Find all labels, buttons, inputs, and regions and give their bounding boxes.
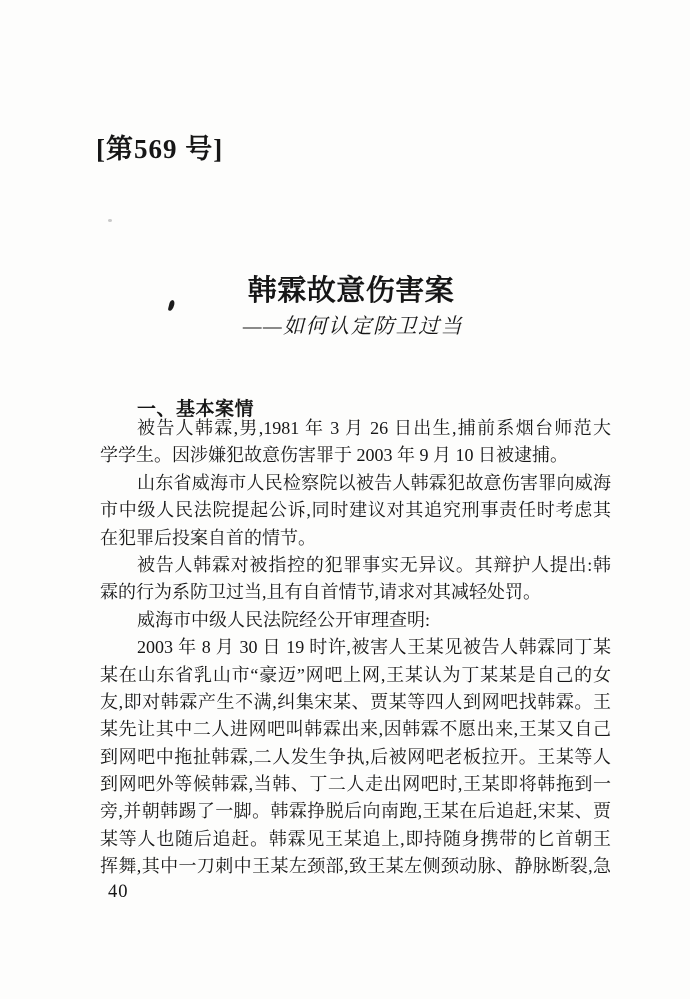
- page-number: 40: [108, 882, 129, 902]
- body-line: 市中级人民法院提起公诉,同时建议对其追究刑事责任时考虑其: [100, 500, 611, 521]
- body-line: 到网吧中拖扯韩霖,二人发生争执,后被网吧老板拉开。王某等人: [100, 746, 611, 767]
- ink-speck-faint: [108, 219, 112, 222]
- body-line: 在犯罪后投案自首的情节。: [100, 527, 316, 548]
- page-title: 韩霖故意伤害案: [247, 275, 455, 307]
- body-line: 威海市中级人民法院经公开审理查明:: [137, 609, 430, 630]
- body-line: 某等人也随后追赶。韩霖见王某追上,即持随身携带的匕首朝王: [100, 828, 611, 849]
- body-line: 旁,并朝韩踢了一脚。韩霖挣脱后向南跑,王某在后追赶,宋某、贾: [100, 801, 611, 822]
- body-line: 被告人韩霖,男,1981 年 3 月 26 日出生,捕前系烟台师范大: [137, 418, 611, 438]
- body-line: 山东省威海市人民检察院以被告人韩霖犯故意伤害罪向威海: [137, 472, 611, 493]
- body-line: 霖的行为系防卫过当,且有自首情节,请求对其减轻处罚。: [100, 582, 541, 603]
- body-line: 挥舞,其中一刀刺中王某左颈部,致王某左侧颈动脉、静脉断裂,急: [100, 856, 611, 877]
- case-number: [第569 号]: [96, 134, 224, 164]
- body-line: 某先让其中二人进网吧叫韩霖出来,因韩霖不愿出来,王某又自己: [100, 719, 611, 740]
- body-line: 某在山东省乳山市“豪迈”网吧上网,王某认为丁某某是自己的女: [100, 664, 611, 685]
- body-text: [100, 415, 611, 881]
- body-line: 到网吧外等候韩霖,当韩、丁二人走出网吧时,王某即将韩拖到一: [100, 774, 611, 795]
- body-line: 被告人韩霖对被指控的犯罪事实无异议。其辩护人提出:韩: [137, 554, 611, 575]
- body-line: 2003 年 8 月 30 日 19 时许,被害人王某见被告人韩霖同丁某: [137, 637, 611, 658]
- page-subtitle: ——如何认定防卫过当: [242, 314, 464, 338]
- body-line: 学学生。因涉嫌犯故意伤害罪于 2003 年 9 月 10 日被逮捕。: [100, 445, 568, 466]
- section-heading: 一、基本案情: [137, 399, 255, 420]
- body-line: 友,即对韩霖产生不满,纠集宋某、贾某等四人到网吧找韩霖。王: [100, 691, 611, 712]
